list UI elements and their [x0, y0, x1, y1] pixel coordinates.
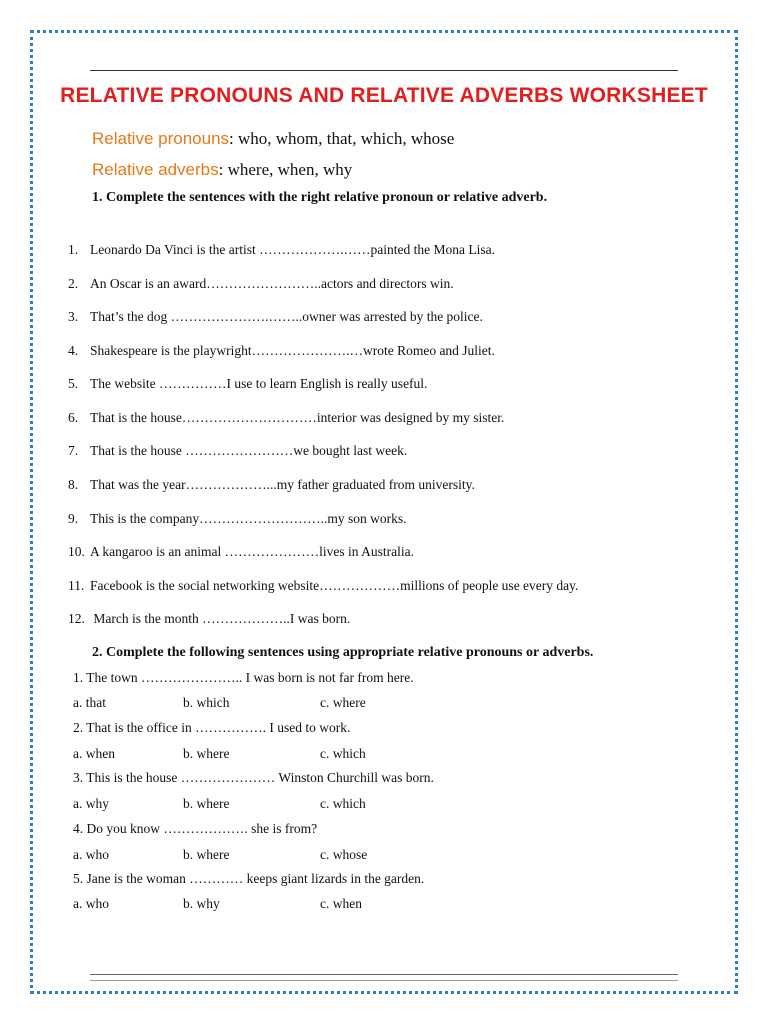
exercise-item [68, 343, 495, 359]
item-text: An Oscar is an award……………………..actors and directors win. [90, 276, 454, 291]
item-text: A kangaroo is an animal …………………lives in Australia. [90, 544, 414, 559]
item-number: 4. [68, 343, 79, 358]
option-a: a. who [73, 896, 109, 911]
item-number: 11. [68, 578, 85, 593]
exercise-item [68, 242, 495, 258]
option-c: c. when [320, 896, 362, 911]
option-b: b. where [183, 746, 230, 761]
item-text: March is the month ………………..I was born. [90, 611, 351, 626]
item-number: 6. [68, 410, 79, 425]
option-b: b. where [183, 847, 230, 862]
exercise-item [68, 611, 350, 627]
bottom-rule [90, 974, 678, 975]
question-text: 4. Do you know ………………. she is from? [73, 821, 318, 836]
top-rule [90, 70, 678, 71]
option-a: a. that [73, 695, 106, 710]
exercise-item [68, 578, 578, 594]
exercise-item [68, 410, 504, 426]
exercise-item [68, 276, 454, 292]
item-text: That is the house ……………………we bought last week. [90, 443, 408, 458]
option-c: c. where [320, 695, 366, 710]
option-b: b. where [183, 796, 230, 811]
item-number: 12. [68, 611, 85, 626]
worksheet-title: RELATIVE PRONOUNS AND RELATIVE ADVERBS WORKSHEET [60, 84, 708, 107]
exercise-item [68, 511, 407, 527]
item-number: 1. [68, 242, 79, 257]
item-text: This is the company………………………..my son works. [90, 511, 407, 526]
exercise-item [68, 443, 407, 459]
option-a: a. when [73, 746, 115, 761]
option-c: c. whose [320, 847, 368, 862]
item-text: That’s the dog ………………….……..owner was arrested by the police. [90, 309, 483, 324]
option-c: c. which [320, 746, 366, 761]
item-text: The website ……………I use to learn English is really useful. [90, 376, 428, 391]
option-b: b. which [183, 695, 230, 710]
pronouns-definition [92, 129, 454, 149]
option-a: a. why [73, 796, 109, 811]
pronouns-term: Relative pronouns [92, 129, 230, 148]
adverbs-term: Relative adverbs [92, 160, 219, 179]
section2-instruction: 2. Complete the following sentences using appropriate relative pronouns or adverbs. [92, 645, 594, 660]
item-text: Shakespeare is the playwright………………….…wrote Romeo and Juliet. [90, 343, 495, 358]
item-text: Leonardo Da Vinci is the artist ……………….……painted the Mona Lisa. [90, 242, 495, 257]
item-number: 5. [68, 376, 79, 391]
item-number: 8. [68, 477, 79, 492]
item-text: That was the year………………...my father graduated from university. [90, 477, 475, 492]
question-text: 1. The town ………………….. I was born is not far from here. [73, 670, 414, 685]
item-text: Facebook is the social networking website………………millions of people use every day. [90, 578, 579, 593]
question-text: 3. This is the house ………………… Winston Churchill was born. [73, 770, 434, 785]
question-text: 5. Jane is the woman ………… keeps giant lizards in the garden. [73, 871, 425, 886]
exercise-item [68, 309, 483, 325]
option-c: c. which [320, 796, 366, 811]
pronouns-list: : who, whom, that, which, whose [229, 129, 455, 148]
exercise-item [68, 376, 427, 392]
bottom-rule-2 [90, 980, 678, 981]
section1-instruction: 1. Complete the sentences with the right relative pronoun or relative adverb. [92, 190, 548, 205]
item-number: 9. [68, 511, 79, 526]
item-number: 3. [68, 309, 79, 324]
item-number: 10. [68, 544, 85, 559]
exercise-item [68, 544, 414, 560]
item-text: That is the house…………………………interior was designed by my sister. [90, 410, 505, 425]
item-number: 2. [68, 276, 79, 291]
item-number: 7. [68, 443, 79, 458]
exercise-item [68, 477, 475, 493]
adverbs-list: : where, when, why [218, 160, 353, 179]
question-text: 2. That is the office in ……………. I used to work. [73, 720, 351, 735]
adverbs-definition [92, 160, 352, 180]
option-a: a. who [73, 847, 109, 862]
option-b: b. why [183, 896, 220, 911]
